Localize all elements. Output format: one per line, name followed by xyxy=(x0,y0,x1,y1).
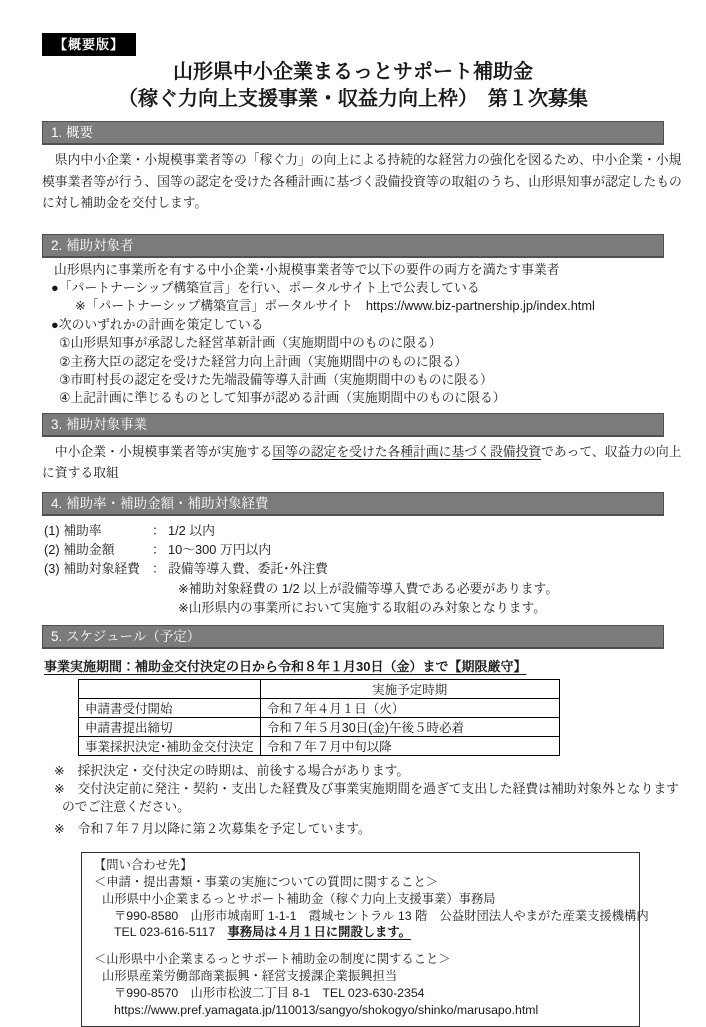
table-header-cell: 実施予定時期 xyxy=(260,680,559,699)
expense-note: ※補助対象経費の 1/2 以上が設備等導入費である必要があります。 xyxy=(178,580,559,596)
contact-group2-org: 山形県産業労働部商業振興・経営支援課企業振興担当 xyxy=(102,969,398,984)
note-line: ※ 令和７年７月以降に第２次募集を予定しています。 xyxy=(54,821,371,837)
spacer xyxy=(94,941,631,951)
schedule-notes xyxy=(42,762,679,838)
expense-note: ※山形県内の事業所において実施する取組のみ対象となります。 xyxy=(178,599,547,615)
plan-item: ①山形県知事が承認した経営革新計画（実施期間中のものに限る） xyxy=(59,335,442,351)
eligibility-intro: 山形県内に事業所を有する中小企業･小規模事業者等で以下の要件の両方を満たす事業者 xyxy=(54,261,560,277)
bullet-item-partnership: ●「パートナーシップ構築宣言」を行い、ポータルサイト上で公表している xyxy=(51,279,480,295)
schedule-date-cell: 令和７年４月１日（火） xyxy=(260,699,559,718)
contact-group1-address: 〒990-8580 山形市城南町 1-1-1 霞城セントラル 13 階 公益財団法人やまがた産業支援機構内 xyxy=(114,908,649,923)
row-label: (3) 補助対象経費 xyxy=(44,561,140,577)
section1-header: 1. 概要 xyxy=(42,121,664,145)
contact-group2-title: ＜山形県中小企業まるっとサポート補助金の制度に関すること＞ xyxy=(94,952,451,967)
contact-heading: 【問い合わせ先】 xyxy=(94,858,193,873)
row-label: (2) 補助金額 xyxy=(44,542,115,558)
row-value: 10～300 万円以内 xyxy=(168,542,272,558)
subsidy-rate-row xyxy=(42,521,664,540)
plan-item: ③市町村長の認定を受けた先端設備等導入計画（実施期間中のものに限る） xyxy=(59,371,493,387)
bullet-item-plans: ●次のいずれかの計画を策定している xyxy=(51,316,264,332)
table-row xyxy=(79,699,560,718)
contact-box xyxy=(81,852,649,1027)
doc-title: 山形県中小企業まるっとサポート補助金 xyxy=(173,61,533,83)
eligible-expenses-row xyxy=(42,559,664,578)
section5-header: 5. スケジュール（予定） xyxy=(42,625,664,649)
doc-subtitle: （稼ぐ力向上支援事業・収益力向上枠） 第１次募集 xyxy=(118,88,588,110)
tel-number: TEL 023-616-5117 xyxy=(114,925,228,940)
row-value: 1/2 以内 xyxy=(168,522,215,538)
note-line: ※ 交付決定前に発注・契約・支出した経費及び事業実施期間を過ぎて支出した経費は補助対象外となります xyxy=(54,781,679,797)
text-segment: であって、収益力の向上 xyxy=(541,443,682,459)
contact-group2-url: https://www.pref.yamagata.jp/110013/sangyo/shokogyo/shinko/marusapo.html xyxy=(114,1002,539,1017)
paragraph-line: に対し補助金を交付します。 xyxy=(42,195,208,210)
schedule-date-cell: 令和７年７月中旬以降 xyxy=(260,737,559,756)
overview-badge: 【概要版】 xyxy=(42,33,136,56)
note-line: ※ 採択決定・交付決定の時期は、前後する場合があります。 xyxy=(54,763,410,779)
paragraph-line: 模事業者等が行う、国等の認定を受けた各種計画に基づく設備投資等の取組のうち、山形県知事が認定したもの xyxy=(42,173,682,189)
section2-header: 2. 補助対象者 xyxy=(42,234,664,258)
section1-body xyxy=(42,149,682,214)
table-header-empty-cell xyxy=(79,680,261,699)
subsidy-amount-row xyxy=(42,540,664,559)
implementation-period: 事業実施期間：補助金交付決定の日から令和８年１月30日（金）まで【期限厳守】 xyxy=(44,659,527,675)
table-row xyxy=(79,737,560,756)
contact-group1-org: 山形県中小企業まるっとサポート補助金（稼ぐ力向上支援事業）事務局 xyxy=(102,891,496,906)
underlined-phrase: 国等の認定を受けた各種計画に基づく設備投資 xyxy=(272,443,542,459)
plan-item: ④上記計画に準じるものとして知事が認める計画（実施期間中のものに限る） xyxy=(59,390,506,406)
schedule-item-cell: 申請書受付開始 xyxy=(79,699,261,718)
section3-header: 3. 補助対象事業 xyxy=(42,413,664,437)
row-label: (1) 補助率 xyxy=(44,522,102,538)
schedule-date-cell: 令和７年５月30日(金)午後５時必着 xyxy=(260,718,559,737)
row-colon: ： xyxy=(152,522,165,538)
office-opening-note: 事務局は４月１日に開設します。 xyxy=(227,925,411,940)
paragraph-line: 県内中小企業・小規模事業者等の「稼ぐ力」の向上による持続的な経営力の強化を図るため、中小企業・小規 xyxy=(42,152,682,167)
contact-group1-tel xyxy=(94,924,631,941)
row-colon: ： xyxy=(152,561,165,577)
section3-body xyxy=(42,441,682,484)
row-value: 設備等導入費、委託･外注費 xyxy=(168,561,328,577)
paragraph-line: に資する取組 xyxy=(42,465,119,481)
contact-group1-title: ＜申請・提出書類・事業の実施についての質問に関すること＞ xyxy=(94,875,439,890)
section4-header: 4. 補助率・補助金額・補助対象経費 xyxy=(42,492,664,516)
schedule-item-cell: 事業採択決定･補助金交付決定 xyxy=(79,737,261,756)
contact-group2-address: 〒990-8570 山形市松波二丁目 8-1 TEL 023-630-2354 xyxy=(114,985,425,1000)
table-row xyxy=(79,718,560,737)
section2-body xyxy=(42,261,664,408)
row-colon: ： xyxy=(152,542,165,558)
portal-site-note: ※「パートナーシップ構築宣言」ポータルサイト https://www.biz-partnership.jp/index.html xyxy=(75,298,595,314)
schedule-item-cell: 申請書提出締切 xyxy=(79,718,261,737)
note-line: のでご注意ください。 xyxy=(62,799,190,815)
schedule-table xyxy=(78,679,560,756)
paragraph-line xyxy=(42,441,682,463)
text-segment: 中小企業・小規模事業者等が実施する xyxy=(42,443,273,459)
plan-item: ②主務大臣の認定を受けた経営力向上計画（実施期間中のものに限る） xyxy=(59,353,468,369)
section4-body xyxy=(42,521,664,617)
table-header-row xyxy=(79,680,560,699)
